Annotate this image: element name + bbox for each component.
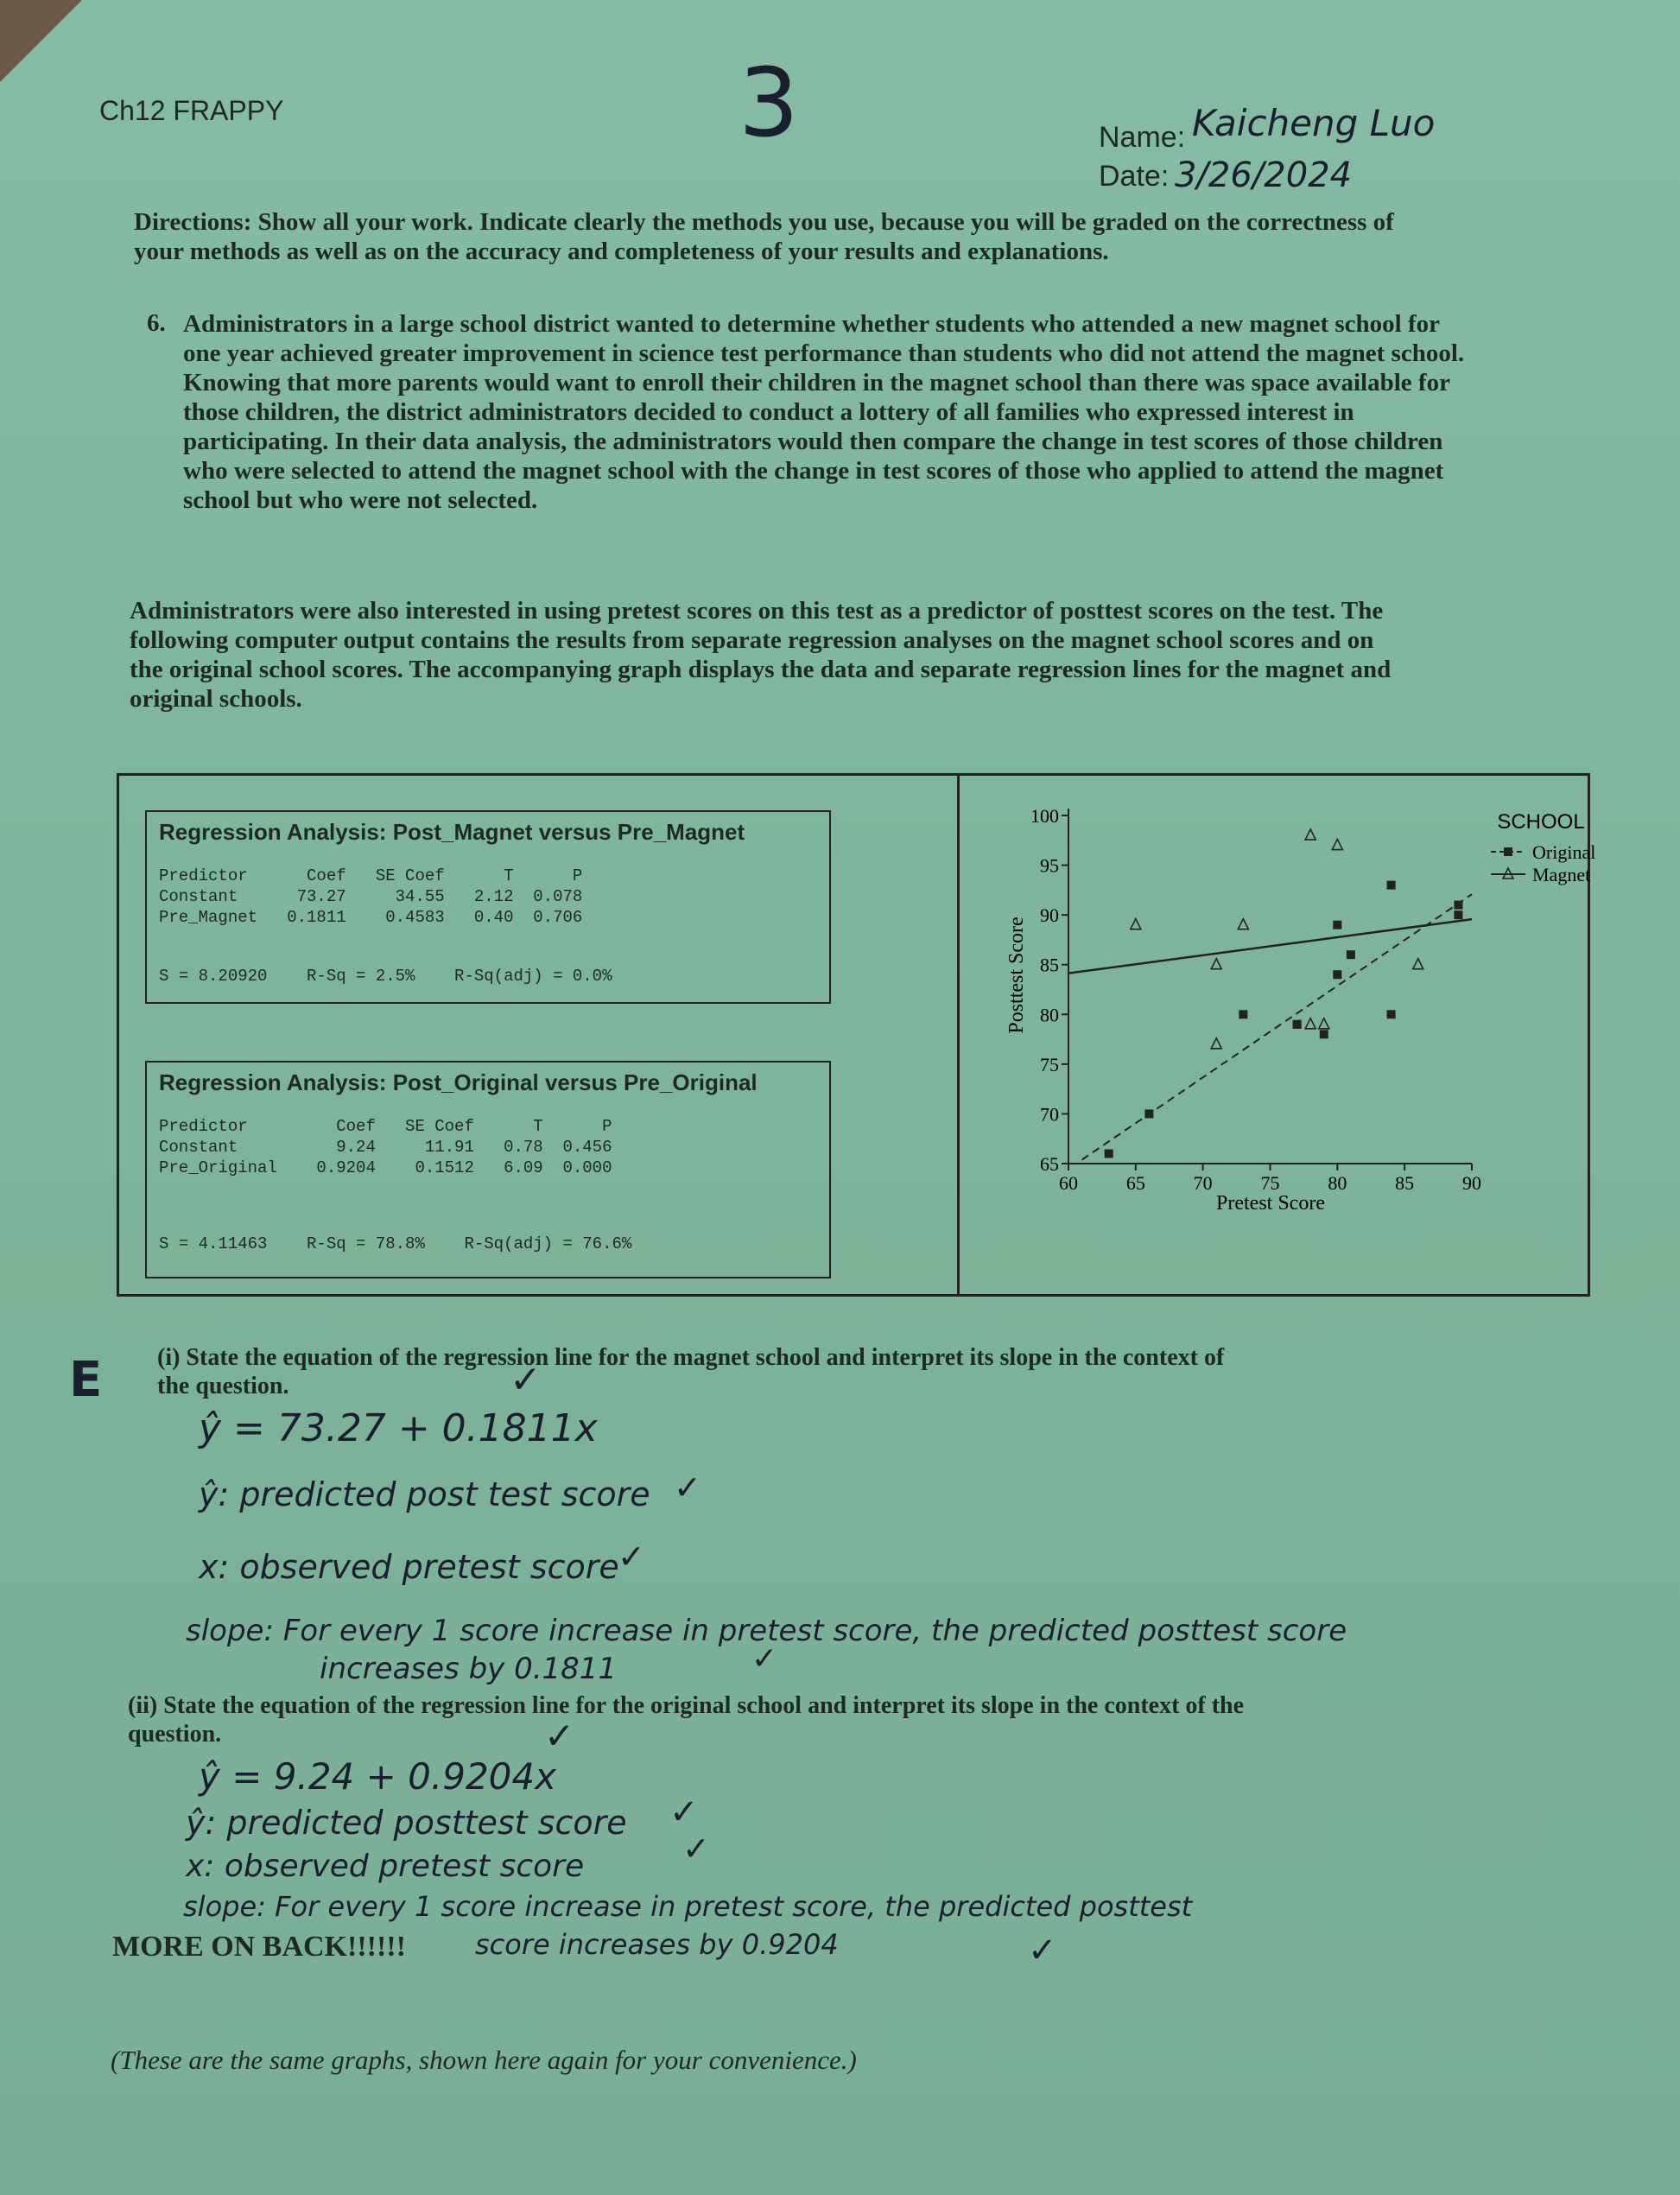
legend-marker-original: [1504, 847, 1512, 856]
original-point: [1144, 1109, 1153, 1118]
check-mark-i-slope: ✓: [751, 1641, 778, 1677]
y-tick-label: 90: [1040, 904, 1059, 927]
original-predictor-row: Pre_Original 0.9204 0.1512 6.09 0.000: [159, 1158, 612, 1177]
y-tick-label: 100: [1030, 805, 1059, 827]
magnet-summary-row: S = 8.20920 R-Sq = 2.5% R-Sq(adj) = 0.0%: [159, 967, 612, 986]
magnet-predictor-row: Pre_Magnet 0.1811 0.4583 0.40 0.706: [159, 908, 583, 927]
panel-divider: [957, 776, 960, 1294]
original-point: [1347, 950, 1355, 959]
date-value: 3/26/2024: [1175, 155, 1353, 195]
date-label: Date:: [1099, 160, 1170, 193]
magnet-header-row: Predictor Coef SE Coef T P: [159, 866, 583, 885]
paper-corner: [0, 0, 82, 82]
original-header-row: Predictor Coef SE Coef T P: [159, 1117, 612, 1136]
magnet-point: [1319, 1018, 1329, 1029]
grade-mark: E: [69, 1352, 103, 1408]
legend-title: SCHOOL: [1497, 810, 1585, 834]
original-point: [1387, 1010, 1396, 1018]
name-label: Name:: [1099, 121, 1186, 154]
original-regression-box: [145, 1061, 831, 1278]
part-i-yhat: ŷ: predicted post test score: [199, 1475, 650, 1513]
x-tick-label: 75: [1260, 1172, 1280, 1194]
y-tick-label: 95: [1040, 854, 1059, 877]
magnet-point: [1305, 829, 1315, 840]
original-point: [1454, 910, 1462, 919]
x-tick-label: 80: [1328, 1172, 1347, 1194]
magnet-point: [1413, 959, 1423, 969]
part-ii-equation: ŷ = 9.24 + 0.9204x: [199, 1755, 556, 1798]
y-tick-label: 75: [1040, 1053, 1059, 1075]
original-regression-title: Regression Analysis: Post_Original versus Pre_Original: [159, 1069, 758, 1095]
directions-label: Directions:: [134, 208, 252, 236]
x-axis-label: Pretest Score: [1216, 1192, 1325, 1215]
chart-legend: [1491, 841, 1595, 885]
directions-text: Show all your work. Indicate clearly the methods you use, because you will be graded on the correctness of your methods as well as on the accuracy and completeness of your results and explanations.: [134, 208, 1394, 265]
y-tick-label: 80: [1040, 1004, 1059, 1026]
check-mark-i-yhat: ✓: [674, 1469, 701, 1507]
original-summary-row: S = 4.11463 R-Sq = 78.8% R-Sq(adj) = 76.6%: [159, 1234, 632, 1253]
chart-axes: [1030, 805, 1481, 1194]
original-point: [1387, 881, 1396, 890]
legend-label-magnet: Magnet: [1532, 864, 1591, 885]
name-value: Kaicheng Luo: [1192, 102, 1436, 144]
x-tick-label: 70: [1193, 1172, 1213, 1194]
y-axis-label: Posttest Score: [1005, 917, 1028, 1034]
output-panel: [117, 773, 1596, 1297]
x-tick-label: 90: [1462, 1172, 1481, 1194]
magnet-point: [1131, 919, 1141, 929]
question-text: Administrators in a large school district wanted to determine whether students who attended a new magnet school for one year achieved greater improvement in science test performance than students who did not attend the magnet school. Knowing that more parents would want to enroll their children in the magnet school than there was space available for those children, the district administrators decided to conduct a lottery of all families who expressed interest in participating. In their data analysis, the administrators would then compare the change in test scores of those children who were selected to attend the magnet school with the change in test scores of those who applied to attend the magnet school but who were not selected.: [183, 310, 1465, 514]
original-point: [1293, 1020, 1302, 1029]
part-ii-prompt: (ii) State the equation of the regression line for the original school and interpret its slope in the context of the question.: [128, 1692, 1245, 1748]
magnet-regression-line: [1068, 919, 1472, 974]
score-mark: 3: [739, 48, 799, 158]
magnet-point: [1211, 1038, 1221, 1049]
part-i-x: x: observed pretest score: [199, 1548, 619, 1586]
check-mark-i-prompt: ✓: [510, 1358, 542, 1402]
original-point: [1320, 1030, 1328, 1038]
magnet-point: [1305, 1018, 1315, 1029]
original-point: [1454, 901, 1462, 910]
more-on-back: MORE ON BACK!!!!!!: [112, 1931, 406, 1963]
part-i-equation: ŷ = 73.27 + 0.1811x: [199, 1406, 598, 1450]
part-ii-slope-line-2: score increases by 0.9204: [475, 1928, 839, 1961]
x-tick-label: 60: [1059, 1172, 1078, 1194]
x-tick-label: 65: [1125, 1172, 1145, 1194]
context-text: Administrators were also interested in using pretest scores on this test as a predictor of posttest scores on the test. The following computer output contains the results from separate regression analyses on the magnet school scores and on the original school scores. The accompanying graph displays the data and separate regression lines for the magnet and original schools.: [130, 597, 1392, 713]
directions: [134, 207, 1395, 266]
magnet-point: [1211, 959, 1221, 969]
part-i-prompt: (i) State the equation of the regression line for the magnet school and interpret its slope in the context of the question.: [157, 1344, 1225, 1399]
original-point: [1239, 1010, 1247, 1018]
x-tick-label: 85: [1395, 1172, 1415, 1194]
scatter-chart: [962, 781, 1596, 1291]
graphs-note: (These are the same graphs, shown here again for your convenience.): [111, 2045, 857, 2075]
part-ii-yhat: ŷ: predicted posttest score: [186, 1804, 627, 1842]
magnet-regression-box: [145, 810, 831, 1004]
legend-label-original: Original: [1532, 841, 1596, 863]
part-i-slope-line-2: increases by 0.1811: [320, 1652, 618, 1686]
original-constant-row: Constant 9.24 11.91 0.78 0.456: [159, 1138, 612, 1157]
part-ii-x: x: observed pretest score: [186, 1849, 585, 1884]
y-tick-label: 85: [1040, 954, 1059, 976]
magnet-point: [1238, 919, 1248, 929]
magnet-point: [1332, 840, 1342, 850]
worksheet-title: Ch12 FRAPPY: [99, 95, 284, 126]
part-ii-slope-line-1: slope: For every 1 score increase in pretest score, the predicted posttest: [183, 1890, 1193, 1923]
original-point: [1333, 970, 1341, 979]
check-mark-ii-yhat: ✓: [669, 1792, 699, 1832]
y-tick-label: 70: [1040, 1103, 1059, 1126]
check-mark-ii-prompt: ✓: [544, 1715, 575, 1757]
regression-lines: [1068, 894, 1472, 1159]
magnet-regression-title: Regression Analysis: Post_Magnet versus Pre_Magnet: [159, 819, 745, 845]
y-tick-label: 65: [1040, 1153, 1059, 1175]
part-i-slope-line-1: slope: For every 1 score increase in pretest score, the predicted posttest score: [186, 1614, 1347, 1648]
magnet-constant-row: Constant 73.27 34.55 2.12 0.078: [159, 887, 583, 906]
check-mark-ii-slope: ✓: [1028, 1931, 1057, 1970]
original-point: [1333, 921, 1341, 929]
question-number: 6.: [147, 309, 166, 337]
original-regression-line: [1082, 894, 1472, 1159]
check-mark-i-x: ✓: [618, 1538, 645, 1576]
original-point: [1105, 1149, 1113, 1158]
check-mark-ii-x: ✓: [682, 1830, 710, 1868]
